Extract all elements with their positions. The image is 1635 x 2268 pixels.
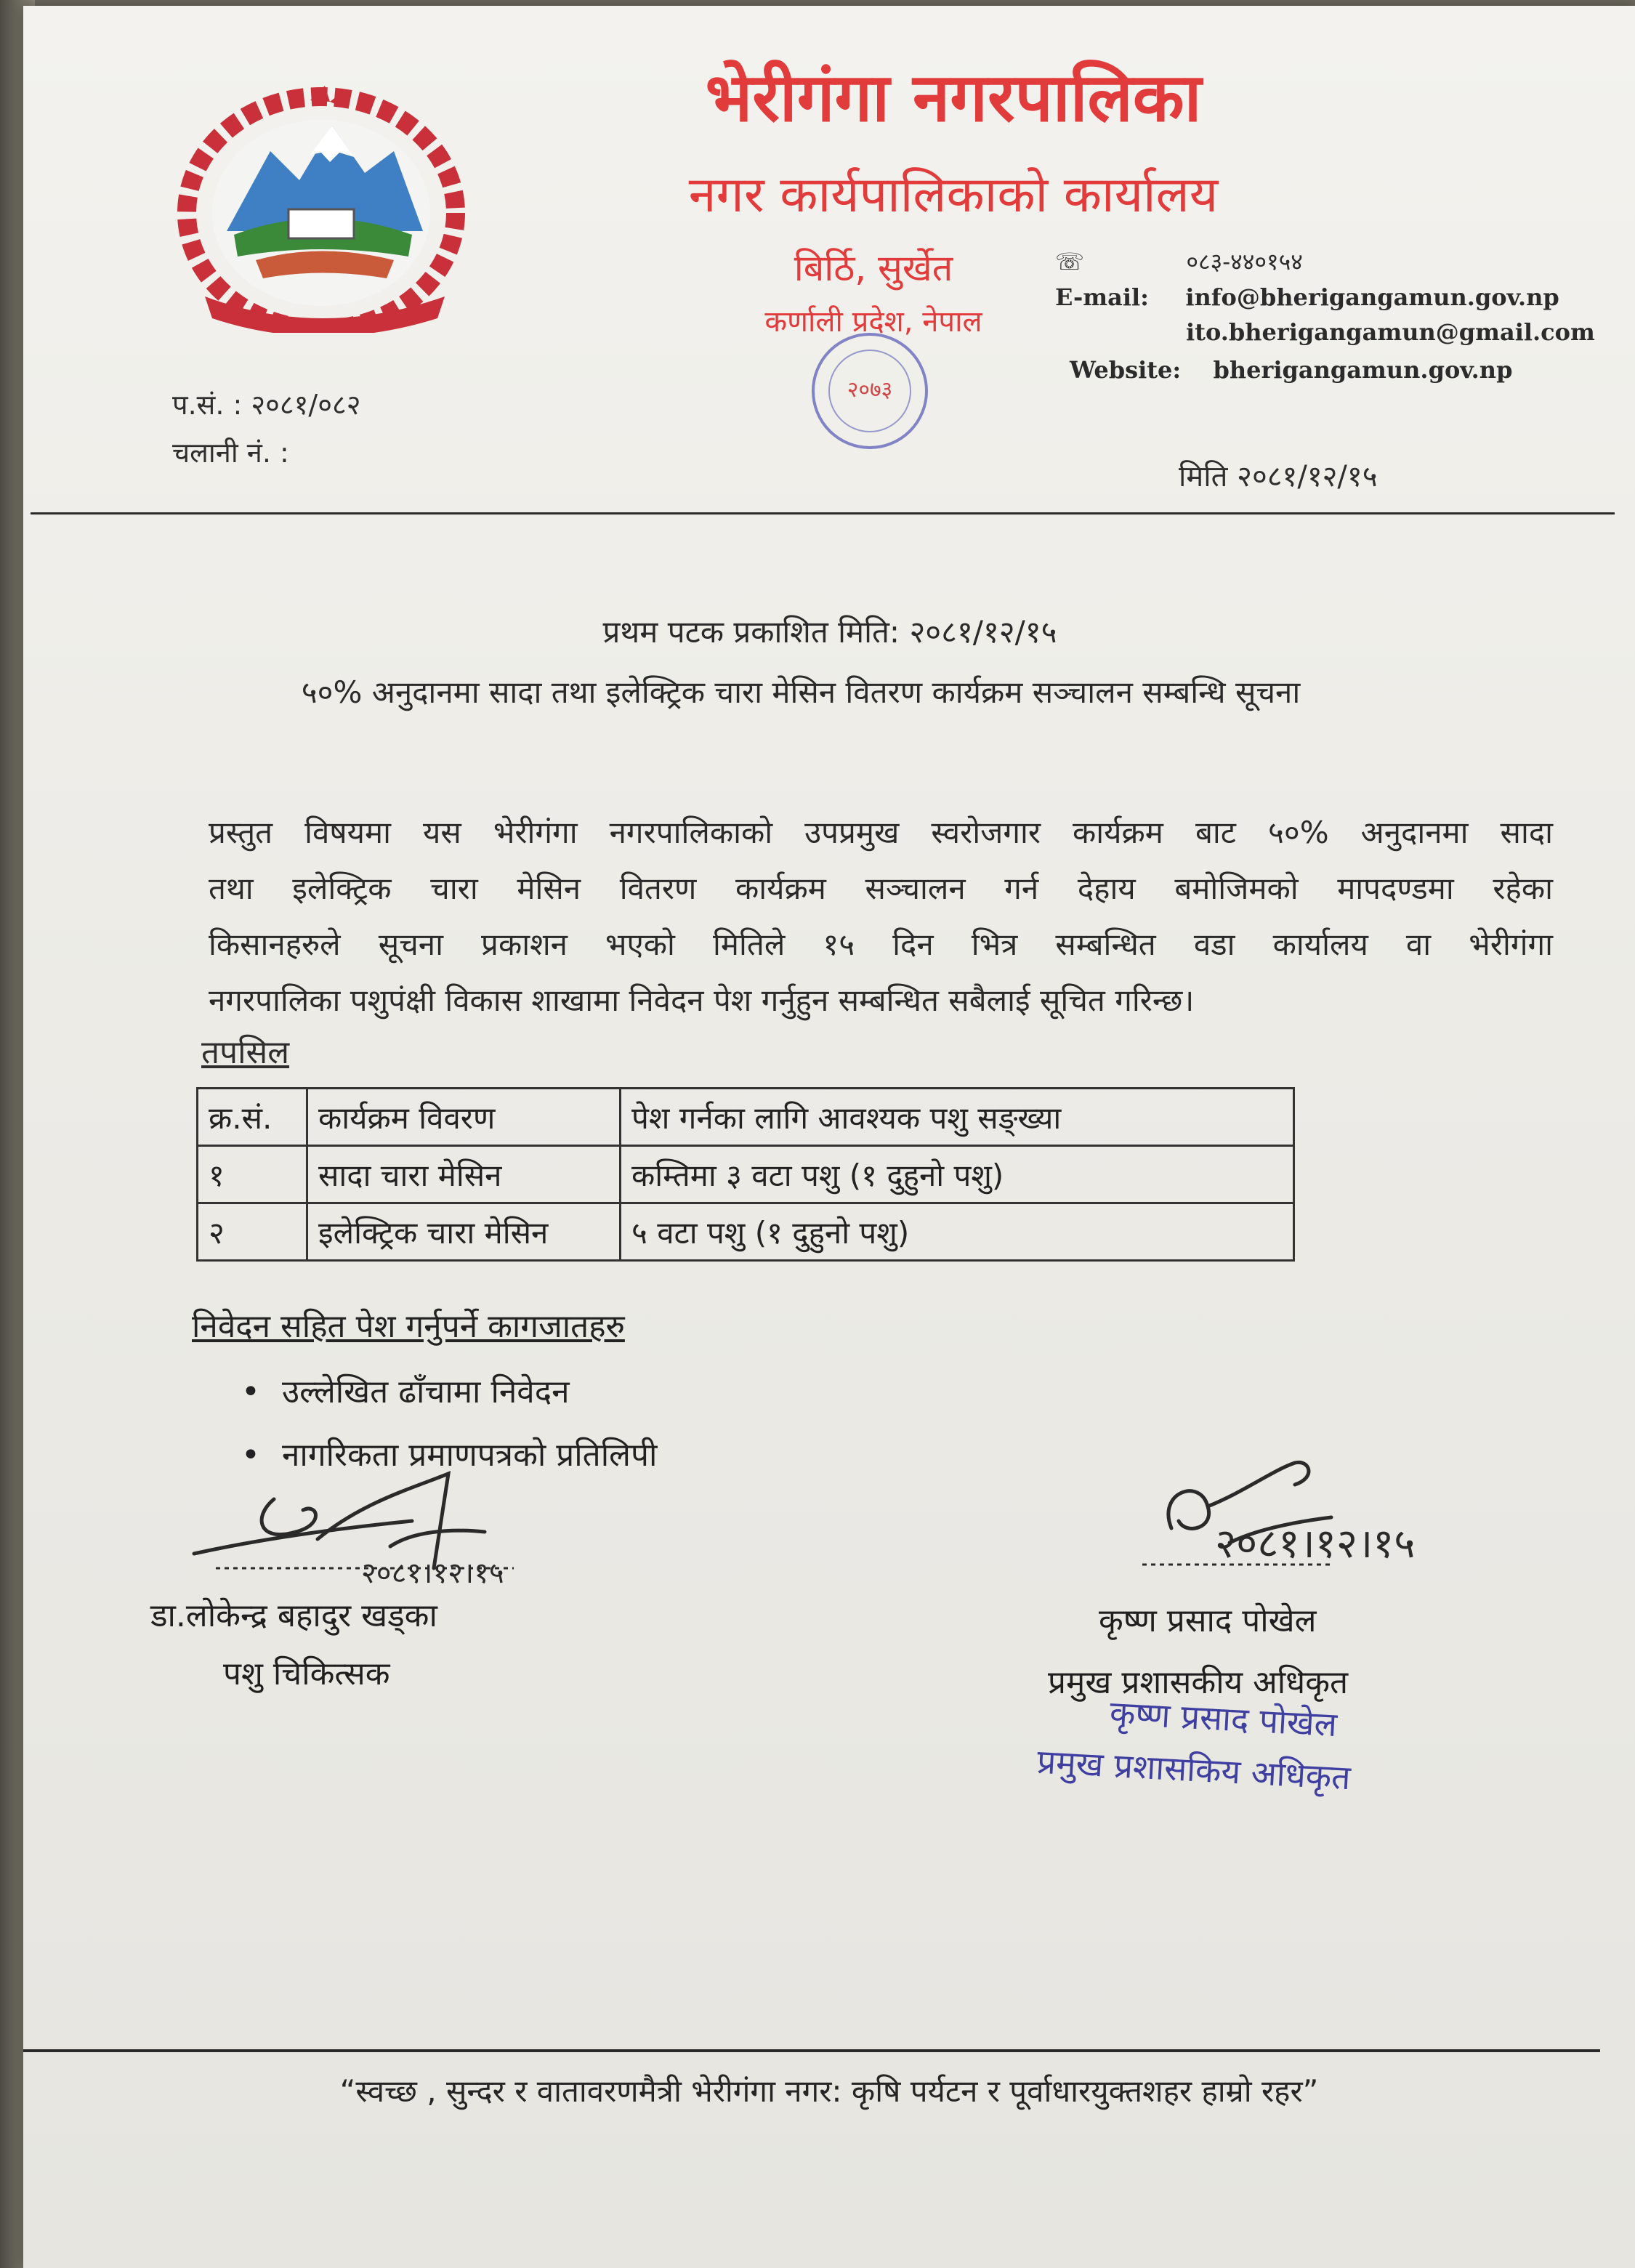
body-line-3: किसानहरुले सूचना प्रकाशन भएको मितिले १५ दिन भित्र सम्बन्धित वडा कार्यालय वा भेरीगंगा	[209, 927, 1553, 962]
nepal-emblem-icon	[176, 86, 481, 333]
email-secondary[interactable]: ito.bherigangamun@gmail.com	[1186, 318, 1595, 346]
fiscal-year: प.सं. : २०८१/०८२	[172, 389, 361, 421]
body-line-2: तथा इलेक्ट्रिक चारा मेसिन वितरण कार्यक्रम सञ्चालन गर्न देहाय बमोजिमको मापदण्डमा रहेका	[209, 871, 1553, 906]
header-divider	[31, 512, 1615, 514]
title-stamp: प्रमुख प्रशासकिय अधिकृत	[1036, 1741, 1352, 1798]
table-row	[198, 1146, 1294, 1203]
footer-slogan: “स्वच्छ , सुन्दर र वातावरणमैत्री भेरीगंगा नगर: कृषि पर्यटन र पूर्वाधारयुक्तशहर हाम्रो रहर”	[339, 2073, 1319, 2109]
table-header-cell: कार्यक्रम विवरण	[307, 1089, 621, 1146]
criteria-table	[196, 1087, 1295, 1262]
dispatch-number: चलानी नं. :	[172, 437, 289, 469]
table-cell: इलेक्ट्रिक चारा मेसिन	[307, 1203, 621, 1261]
bullet-icon: •	[241, 1437, 260, 1474]
email-row	[1055, 283, 1559, 311]
office-name: नगर कार्यपालिकाको कार्यालय	[688, 166, 1219, 224]
email-label: E-mail:	[1055, 283, 1149, 311]
phone-row	[1055, 246, 1303, 277]
website-url[interactable]: bherigangamun.gov.np	[1213, 356, 1513, 384]
table-cell: सादा चारा मेसिन	[307, 1146, 621, 1203]
office-province: कर्णाली प्रदेश, नेपाल	[764, 305, 982, 339]
office-seal-stamp-icon	[786, 326, 953, 456]
svg-text:२०८१।१२।१५: २०८१।१२।१५	[1215, 1520, 1416, 1567]
right-signature-icon	[1113, 1448, 1491, 1594]
details-label: तपसिल	[201, 1034, 290, 1071]
svg-text:२०७३: २०७३	[847, 377, 893, 403]
table-cell: ५ वटा पशु (१ दुहुनो पशु)	[621, 1203, 1294, 1261]
body-line-4: नगरपालिका पशुपंक्षी विकास शाखामा निवेदन पेश गर्नुहुन सम्बन्धित सबैलाई सूचित गरिन्छ।	[209, 982, 1195, 1018]
notice-document	[23, 6, 1635, 2268]
table-cell: १	[198, 1146, 307, 1203]
website-label: Website:	[1070, 356, 1182, 384]
phone-number: ०८३-४४०१५४	[1186, 248, 1303, 275]
notice-subject: ५०% अनुदानमा सादा तथा इलेक्ट्रिक चारा मेसिन वितरण कार्यक्रम सञ्चालन सम्बन्धि सूचना	[301, 674, 1301, 710]
published-date-line: प्रथम पटक प्रकाशित मिति: २०८१/१२/१५	[602, 614, 1057, 650]
right-signatory-name: कृष्ण प्रसाद पोखेल	[1099, 1602, 1317, 1639]
footer-divider	[23, 2049, 1600, 2052]
required-documents-heading: निवेदन सहित पेश गर्नुपर्ने कागजातहरु	[192, 1308, 625, 1345]
list-item: • नागरिकता प्रमाणपत्रको प्रतिलिपी	[241, 1437, 658, 1474]
left-signatory-name: डा.लोकेन्द्र बहादुर खड्का	[150, 1597, 437, 1634]
table-row	[198, 1203, 1294, 1261]
email-primary[interactable]: info@bherigangamun.gov.np	[1185, 283, 1559, 311]
email-secondary-row	[1186, 318, 1595, 346]
bullet-icon: •	[241, 1373, 260, 1411]
municipality-name: भेरीगंगा नगरपालिका	[705, 59, 1202, 137]
table-header-cell: पेश गर्नका लागि आवश्यक पशु सङ्ख्या	[621, 1089, 1294, 1146]
left-signature-icon	[172, 1459, 579, 1612]
name-stamp: कृष्ण प्रसाद पोखेल	[1108, 1692, 1339, 1745]
svg-text:२०८१।१२।१५: २०८१।१२।१५	[361, 1557, 504, 1590]
list-item: • उल्लेखित ढाँचामा निवेदन	[241, 1373, 570, 1411]
office-location: बिर्ठि, सुर्खेत	[794, 247, 953, 289]
left-signatory-title: पशु चिकित्सक	[223, 1655, 390, 1692]
table-header-cell: क्र.सं.	[198, 1089, 307, 1146]
website-row	[1070, 356, 1512, 384]
table-cell: कम्तिमा ३ वटा पशु (१ दुहुनो पशु)	[621, 1146, 1294, 1203]
body-line-1: प्रस्तुत विषयमा यस भेरीगंगा नगरपालिकाको उपप्रमुख स्वरोजगार कार्यक्रम बाट ५०% अनुदानमा सादा	[209, 815, 1553, 850]
phone-icon: ☏	[1055, 248, 1085, 275]
letter-date: मिति २०८१/१२/१५	[1179, 460, 1378, 493]
table-cell: २	[198, 1203, 307, 1261]
table-header-row	[198, 1089, 1294, 1146]
right-signatory-title: प्रमुख प्रशासकीय अधिकृत	[1048, 1664, 1349, 1701]
